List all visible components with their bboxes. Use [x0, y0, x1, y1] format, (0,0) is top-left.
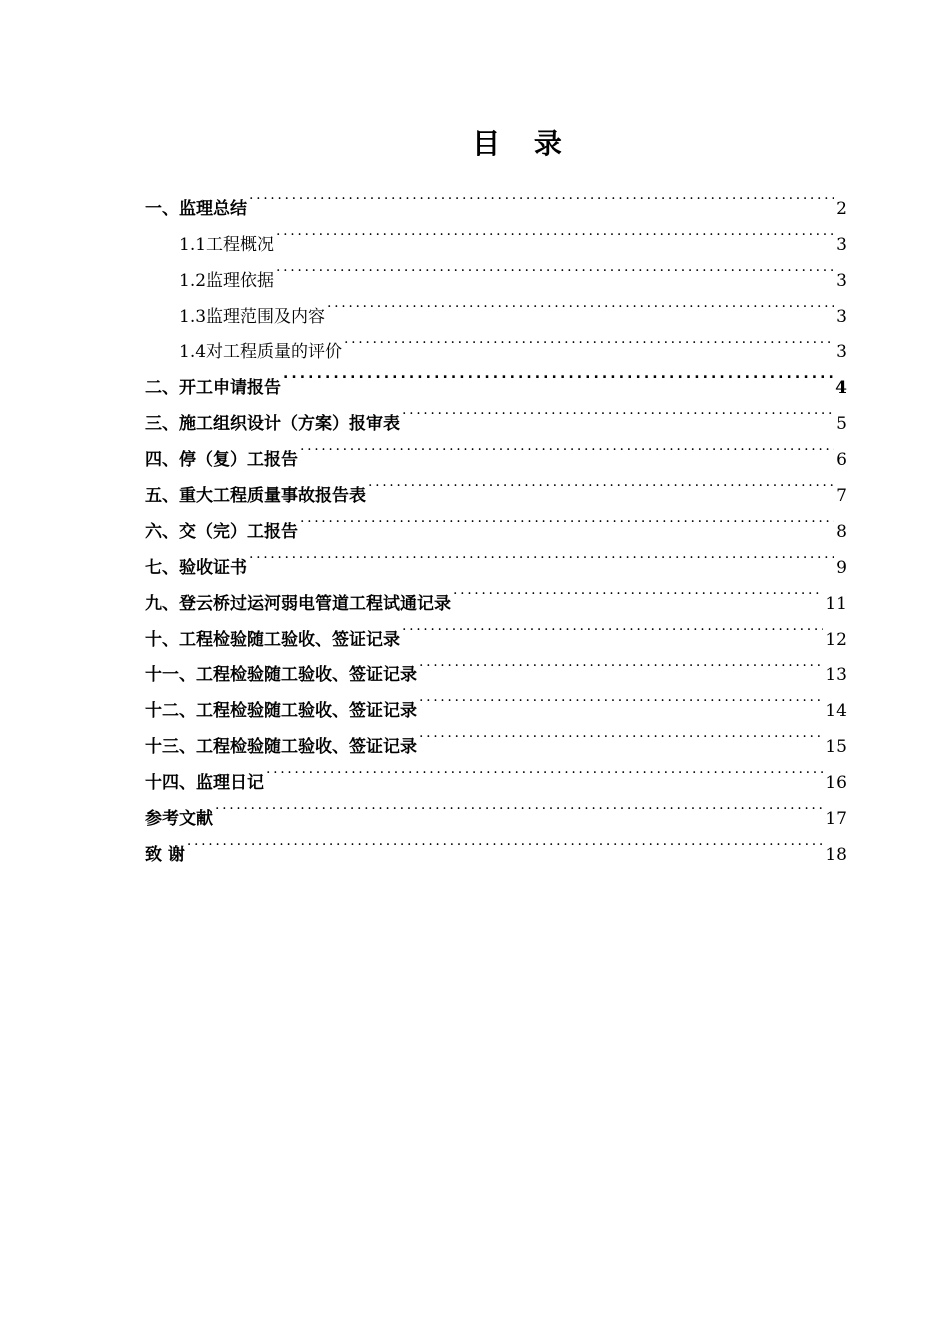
toc-dot-leader	[419, 716, 823, 752]
toc-entry-label: 1.3监理范围及内容	[179, 306, 326, 327]
toc-page-number: 7	[836, 486, 847, 507]
toc-page-number: 17	[825, 809, 847, 830]
toc-entry-label: 二、开工申请报告	[145, 378, 281, 399]
toc-entry-label: 十三、工程检验随工验收、签证记录	[145, 737, 417, 758]
toc-entry-label: 参考文献	[145, 809, 213, 830]
toc-entry-label: 一、监理总结	[145, 198, 247, 219]
toc-page-number: 9	[836, 557, 847, 578]
toc-page-number: 3	[836, 270, 847, 291]
toc-dot-leader	[266, 752, 823, 788]
toc-entry-label: 十、工程检验随工验收、签证记录	[145, 629, 400, 650]
toc-page-number: 16	[825, 773, 847, 794]
toc-entry-label: 四、停（复）工报告	[145, 450, 298, 471]
toc-dot-leader	[344, 322, 834, 358]
toc-page-number: 4	[835, 378, 847, 399]
toc-entry[interactable]	[145, 537, 847, 578]
toc-title: 目 录	[472, 127, 574, 160]
toc-dot-leader	[300, 501, 834, 537]
toc-dot-leader	[453, 573, 823, 609]
toc-page-number: 3	[836, 234, 847, 255]
toc-page-number: 15	[825, 737, 847, 758]
toc-dot-leader	[327, 286, 834, 322]
toc-dot-leader	[187, 824, 823, 860]
toc-dot-leader	[402, 393, 834, 429]
toc-entry-label: 十二、工程检验随工验收、签证记录	[145, 701, 417, 722]
toc-page-number: 18	[825, 844, 847, 865]
toc-entry-label: 十一、工程检验随工验收、签证记录	[145, 665, 417, 686]
toc-entry-label: 1.1工程概况	[179, 234, 275, 255]
toc-page-number: 13	[825, 665, 847, 686]
toc-entry-label: 十四、监理日记	[145, 773, 264, 794]
toc-dot-leader	[283, 357, 833, 393]
toc-entry[interactable]	[145, 214, 847, 255]
toc-entry[interactable]	[145, 788, 847, 830]
toc-entry-label: 1.4对工程质量的评价	[179, 342, 343, 363]
table-of-contents	[145, 178, 847, 865]
toc-entry-label: 三、施工组织设计（方案）报审表	[145, 414, 400, 435]
toc-page-number: 6	[836, 450, 847, 471]
toc-entry-label: 1.2监理依据	[179, 270, 275, 291]
toc-entry-label: 致 谢	[145, 844, 185, 865]
toc-dot-leader	[249, 178, 834, 214]
toc-page-number: 12	[825, 629, 847, 650]
toc-dot-leader	[419, 680, 823, 716]
toc-entry[interactable]	[145, 178, 847, 219]
toc-entry-label: 五、重大工程质量事故报告表	[145, 486, 366, 507]
toc-dot-leader	[419, 645, 823, 681]
toc-dot-leader	[300, 429, 834, 465]
toc-page-number: 11	[825, 593, 847, 614]
toc-entry-label: 七、验收证书	[145, 557, 247, 578]
toc-dot-leader	[402, 609, 823, 645]
toc-page-number: 14	[825, 701, 847, 722]
toc-entry[interactable]	[145, 573, 847, 614]
toc-dot-leader	[368, 465, 834, 501]
toc-page-number: 8	[836, 521, 847, 542]
toc-entry-label: 九、登云桥过运河弱电管道工程试通记录	[145, 593, 451, 614]
toc-page-number: 2	[836, 198, 847, 219]
toc-page-number: 5	[836, 414, 847, 435]
toc-dot-leader	[276, 250, 834, 286]
toc-entry-label: 六、交（完）工报告	[145, 521, 298, 542]
toc-page-number: 3	[836, 306, 847, 327]
toc-dot-leader	[215, 788, 823, 824]
toc-dot-leader	[249, 537, 834, 573]
toc-entry[interactable]	[145, 824, 847, 865]
toc-dot-leader	[276, 214, 834, 250]
toc-page-number: 3	[836, 342, 847, 363]
